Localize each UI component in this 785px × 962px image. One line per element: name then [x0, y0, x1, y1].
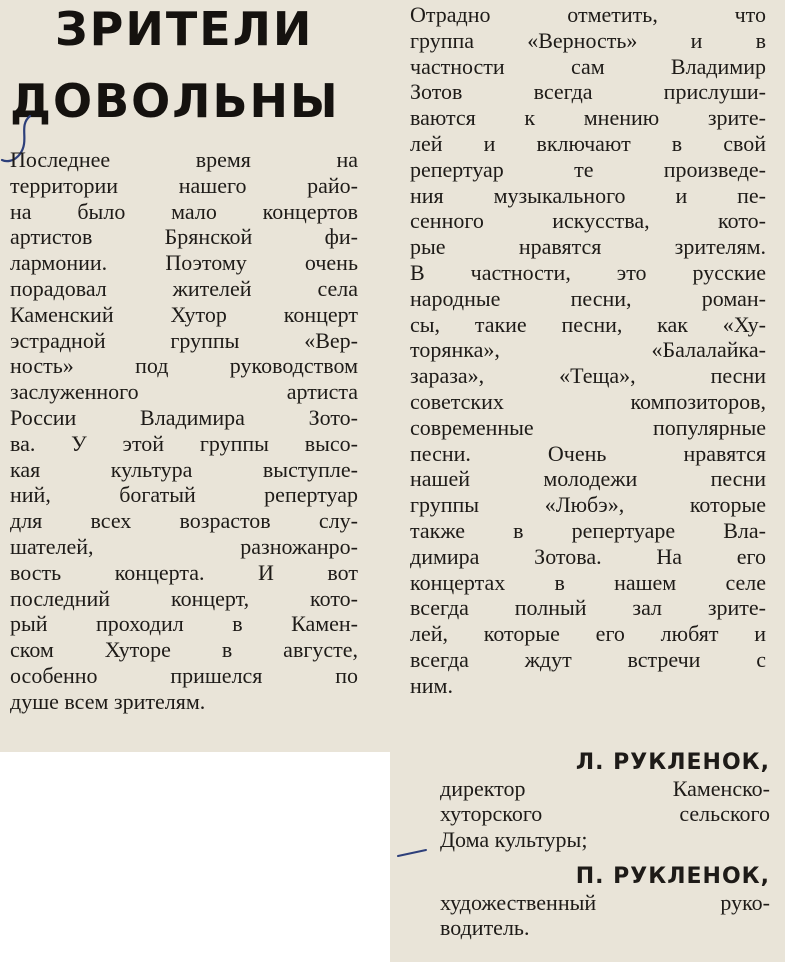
article-line: советских композиторов, [410, 388, 766, 414]
article-line: артистов Брянской фи- [10, 224, 358, 250]
article-line: заслуженного артиста [10, 379, 358, 405]
article-line: эстрадной группы «Вер- [10, 327, 358, 353]
article-line: народные песни, роман- [410, 285, 766, 311]
article-line: димира Зотова. На его [410, 543, 766, 569]
article-line: В частности, это русские [410, 259, 766, 285]
headline-line-2: ДОВОЛЬНЫ [10, 74, 340, 128]
article-line: особенно пришелся по [10, 662, 358, 688]
article-line: для всех возрастов слу- [10, 508, 358, 534]
article-line: ним. [410, 672, 453, 698]
article-line: репертуар те произведе- [410, 156, 766, 182]
article-line: порадовал жителей села [10, 275, 358, 301]
signature-role-line: водитель. [440, 915, 530, 940]
headline-line-1: ЗРИТЕЛИ [55, 2, 314, 56]
article-line: песни. Очень нравятся [410, 440, 766, 466]
article-line: всегда ждут встречи с [410, 646, 766, 672]
article-line: вость концерта. И вот [10, 559, 358, 585]
article-line: душе всем зрителям. [10, 688, 206, 714]
article-line: ность» под руководством [10, 353, 358, 379]
article-column-right [410, 2, 766, 699]
signature-name: Л. РУКЛЕНОК, [575, 750, 770, 775]
article-line: современные популярные [410, 414, 766, 440]
article-line: также в репертуаре Вла- [410, 517, 766, 543]
article-line: нашей молодежи песни [410, 466, 766, 492]
article-line: ва. У этой группы высо- [10, 430, 358, 456]
article-line: Каменский Хутор концерт [10, 301, 358, 327]
article-line: Последнее время на [10, 147, 358, 172]
signature-role-line: хуторского сельского [440, 801, 770, 826]
article-line: ний, богатый репертуар [10, 482, 358, 508]
article-line: лей, которые его любят и [410, 621, 766, 647]
signature-block-2 [440, 864, 770, 941]
article-column-left [10, 147, 358, 715]
article-line: частности сам Владимир [410, 53, 766, 79]
article-line: России Владимира Зото- [10, 404, 358, 430]
article-line: кая культура выступле- [10, 456, 358, 482]
article-line: ваются к мнению зрите- [410, 105, 766, 131]
article-line: Зотов всегда прислуши- [410, 79, 766, 105]
signature-role-line: директор Каменско- [440, 775, 770, 801]
article-line: группы «Любэ», которые [410, 492, 766, 518]
article-line: сенного искусства, кото- [410, 208, 766, 234]
article-line: лармонии. Поэтому очень [10, 250, 358, 276]
article-line: всегда полный зал зрите- [410, 595, 766, 621]
article-line: ском Хуторе в августе, [10, 637, 358, 663]
signature-name: П. РУКЛЕНОК, [575, 864, 770, 889]
article-line: ния музыкального и пе- [410, 182, 766, 208]
article-line: Отрадно отметить, что [410, 2, 766, 27]
article-line: рые нравятся зрителям. [410, 234, 766, 260]
article-line: сы, такие песни, как «Ху- [410, 311, 766, 337]
article-line: зараза», «Теща», песни [410, 363, 766, 389]
signature-role-line: Дома культуры; [440, 826, 588, 852]
pen-mark-right [396, 842, 436, 862]
article-line: группа «Верность» и в [410, 27, 766, 53]
article-line: торянка», «Балалайка- [410, 337, 766, 363]
article-line: последний концерт, кото- [10, 585, 358, 611]
article-line: шателей, разножанро- [10, 533, 358, 559]
article-line: концертах в нашем селе [410, 569, 766, 595]
signature-role-line: художественный руко- [440, 889, 770, 915]
article-line: рый проходил в Камен- [10, 611, 358, 637]
article-line: лей и включают в свой [410, 130, 766, 156]
signature-block-1 [440, 750, 770, 852]
article-line: территории нашего райо- [10, 172, 358, 198]
article-line: на было мало концертов [10, 198, 358, 224]
